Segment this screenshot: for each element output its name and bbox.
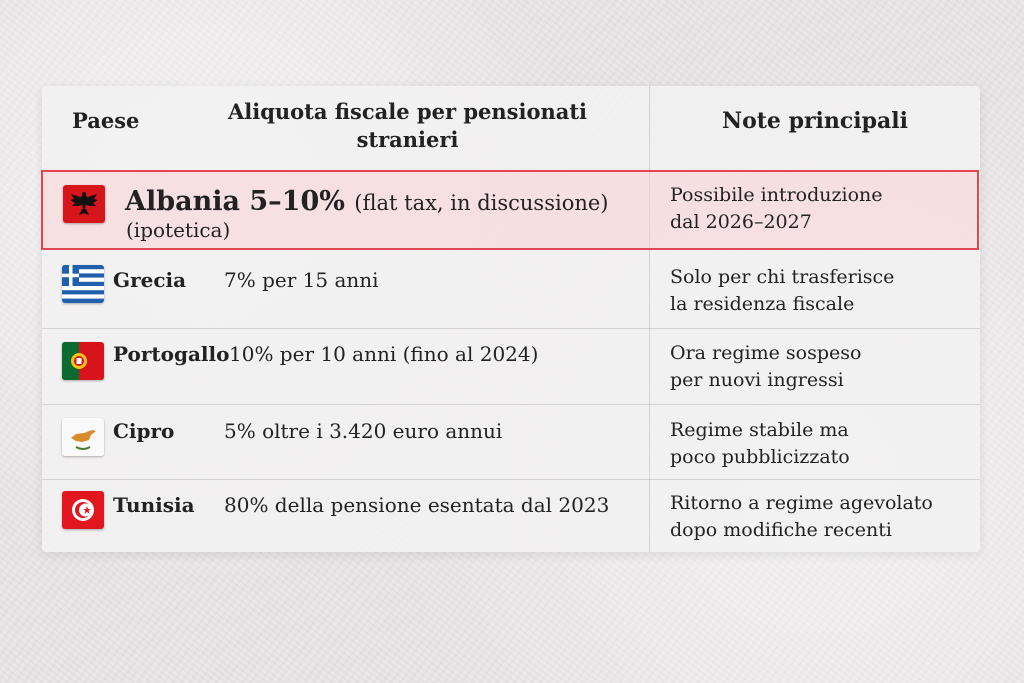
albania-flag-icon [63,185,105,223]
note-line: per nuovi ingressi [670,369,844,391]
rate-value: 5% oltre i 3.420 euro annui [224,419,503,443]
note-line: Ritorno a regime agevolato [670,492,933,514]
tunisia-flag-icon [62,491,104,529]
country-name: Tunisia [113,493,195,517]
portugal-flag-icon [62,342,104,380]
note [670,264,970,318]
header-rate: Aliquota fiscale per pensionati stranieri [227,99,588,152]
rate-sub-albania: (ipotetica) [126,218,231,242]
note [670,490,970,544]
note-line: Solo per chi trasferisce [670,266,895,288]
country-name-albania: Albania [125,186,240,217]
rate-value: 10% per 10 anni (fino al 2024) [229,342,539,366]
greece-flag-icon [62,265,104,303]
rate-value: 80% della pensione esentata dal 2023 [224,493,610,517]
note-line: dopo modifiche recenti [670,519,892,541]
note-line: Ora regime sospeso [670,342,862,364]
note-line: Possibile introduzione [670,184,883,206]
note-line: poco pubblicizzato [670,446,850,468]
header-notes: Note principali [721,108,909,134]
rate-note-albania: (flat tax, in discussione) [354,191,609,215]
table-row [42,405,980,479]
table-row [42,480,980,552]
table-row [42,329,980,404]
highlighted-row-albania [41,170,979,250]
note [670,417,970,471]
header-country: Paese [72,108,140,133]
tax-comparison-table [42,86,980,552]
note-line: Regime stabile ma [670,419,849,441]
cyprus-flag-icon [62,418,104,456]
note-line: la residenza fiscale [670,293,855,315]
country-name: Portogallo [113,342,230,366]
country-name: Grecia [113,268,187,292]
table-row [42,252,980,328]
note-line: dal 2026–2027 [670,211,812,233]
note-albania [670,182,970,236]
rate-value: 7% per 15 anni [224,268,379,292]
rate-albania: 5–10% [249,186,345,217]
note [670,340,970,394]
country-name: Cipro [113,419,175,443]
